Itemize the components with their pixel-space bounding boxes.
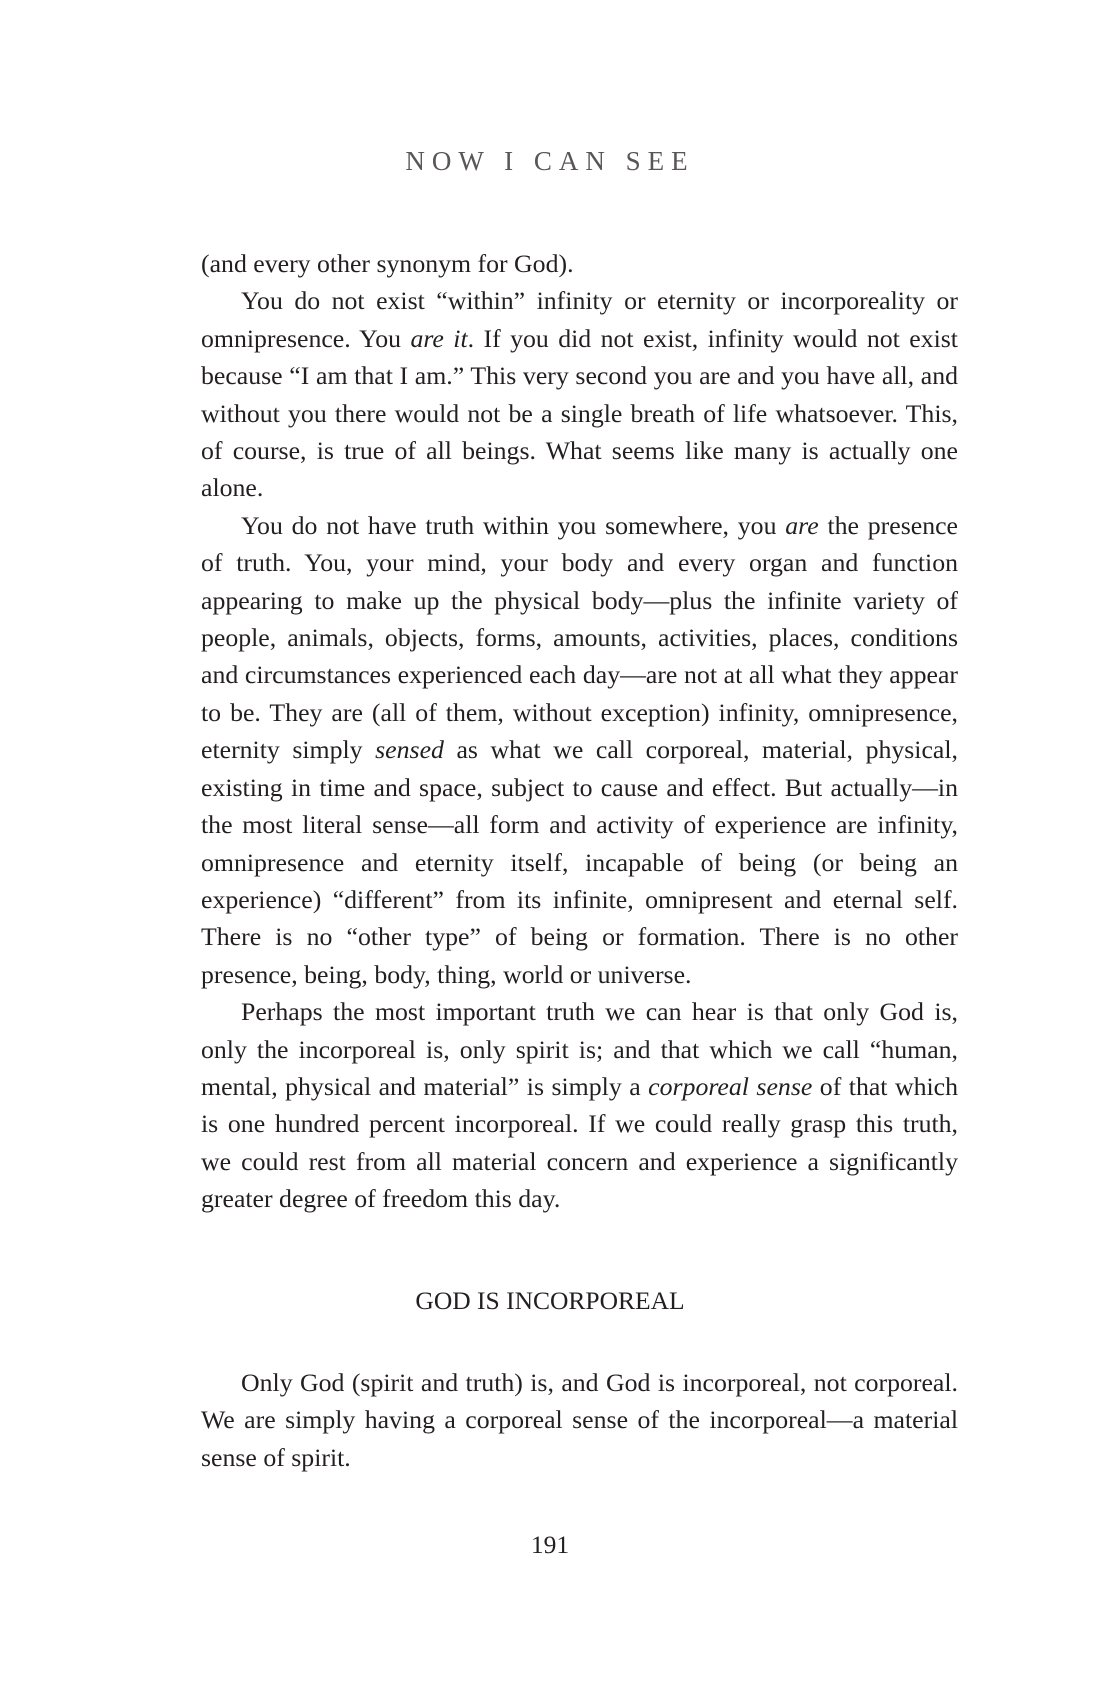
text-run: You do not exist “within” infinity or eternity or incorporeality or omnipresence. You [201,286,958,353]
running-head: NOW I CAN SEE [405,146,695,176]
italic-run: corporeal sense [648,1071,813,1101]
text-run: You do not have truth within you somewhere, you [241,510,786,540]
text-run: as what we call corporeal, material, physical, existing in time and space, subject to cause and effect. But actually—in the most literal sense—all form and activity of experience are infinity, omnipresence and eternity itself, incapable of being (or being an experience) “different” from its infinite, omnipresent and eternal self. There is no “other type” of being or formation. There is no other presence, being, body, thing, world or universe. [201,735,958,989]
paragraph [201,1364,958,1476]
section-heading: GOD IS INCORPOREAL [415,1286,685,1315]
text-run: . If you did not exist, infinity would not exist because “I am that I am.” This very second you are and you have all, and without you there would not be a single breath of life whatsoever. This, of course, is true of all beings. What seems like many is actually one alone. [201,323,958,503]
italic-run: sensed [375,735,444,765]
section-text [201,1364,958,1476]
paragraph [201,245,958,282]
page-number: 191 [530,1530,570,1559]
italic-run: are [785,510,819,540]
text-run: Perhaps the most important truth we can hear is that only God is, only the incorporeal is, only spirit is; and that which we call “human, mental, physical and material” is simply a [201,997,958,1101]
text-run: (and every other synonym for God). [201,249,574,278]
paragraph [201,282,958,506]
text-run: the presence of truth. You, your mind, your body and every organ and function appearing to make up the physical body—plus the infinite variety of people, animals, objects, forms, amounts, activities, places, conditions and circumstances experienced each day—are not at all what they appear to be. They are (all of them, without exception) infinity, omnipresence, eternity simply [201,510,958,765]
italic-run: are it [410,323,468,353]
paragraph [201,507,958,993]
text-run: Only God (spirit and truth) is, and God is incorporeal, not corporeal. We are simply having a corporeal sense of the incorporeal—a material sense of spirit. [201,1368,958,1472]
main-text [201,245,958,1218]
text-run: of that which is one hundred percent incorporeal. If we could really grasp this truth, we could rest from all material concern and experience a significantly greater degree of freedom this day. [201,1071,958,1214]
paragraph [201,993,958,1217]
